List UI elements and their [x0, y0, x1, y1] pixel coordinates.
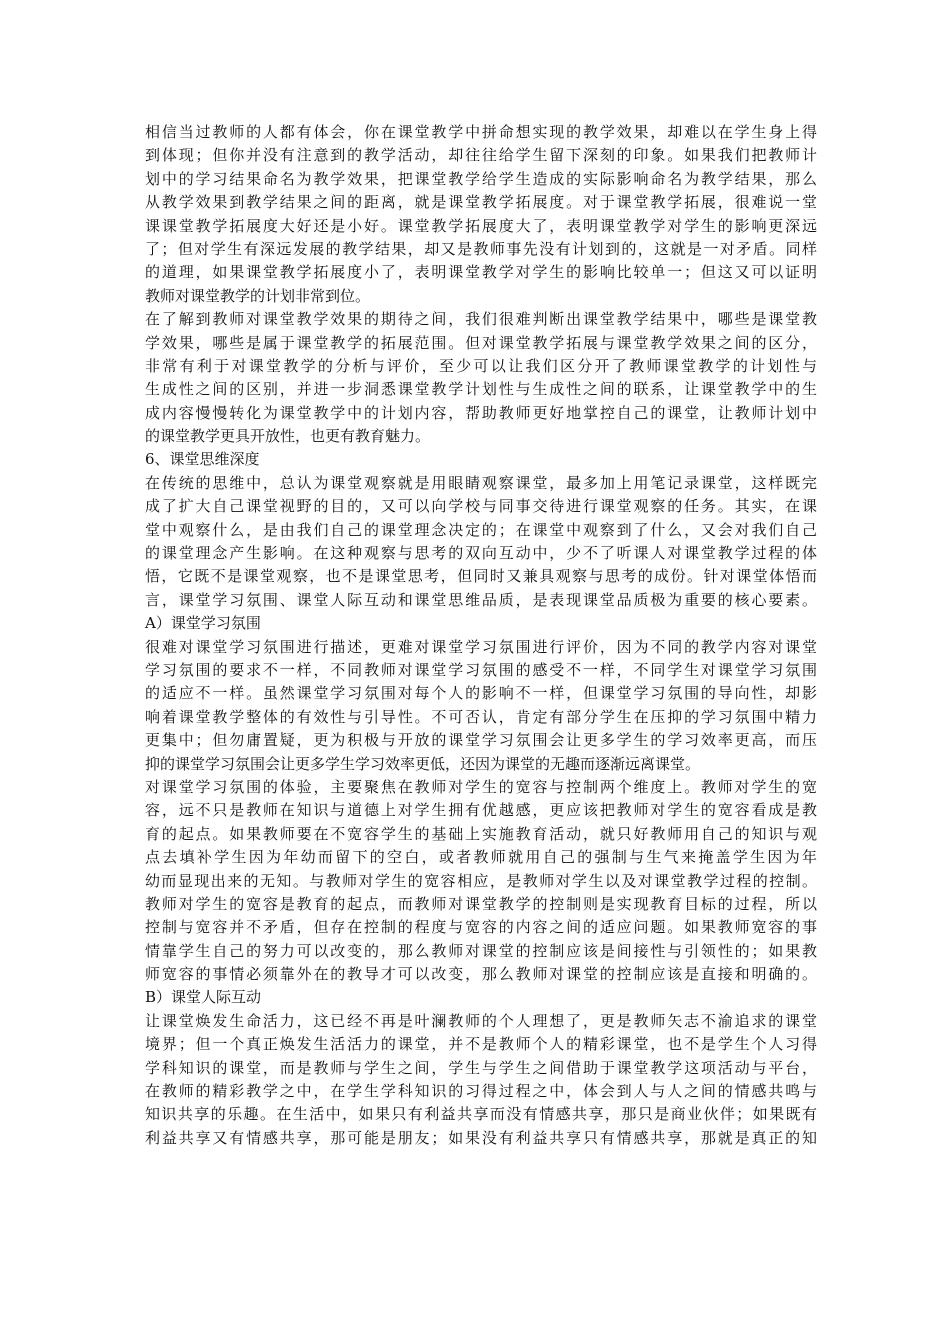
text-line: 相信当过教师的人都有体会，你在课堂教学中拼命想实现的教学效果，却难以在学生身上得: [145, 123, 817, 141]
text-line: 言，课堂学习氛围、课堂人际互动和课堂思维品质，是表现课堂品质极为重要的核心要素。: [145, 590, 817, 609]
text-line: A）课堂学习氛围: [145, 614, 261, 633]
text-line: 了；但对学生有深远发展的教学结果，却又是教师事先没有计划到的，这就是一对矛盾。同样: [145, 239, 817, 258]
text-line: 课课堂教学拓展度大好还是小好。课堂教学拓展度大了，表明课堂教学对学生的影响更深远: [145, 216, 817, 235]
text-line: 学效果，哪些是属于课堂教学的拓展范围。但对课堂教学拓展与课堂教学效果之间的区分，: [145, 333, 817, 352]
text-line: 教师对课堂教学的计划非常到位。: [145, 286, 371, 305]
text-line: 学科知识的课堂，而是教师与学生之间，学生与学生之间借助于课堂教学这项活动与平台，: [145, 1058, 817, 1077]
text-line: 在传统的思维中，总认为课堂观察就是用眼睛观察课堂，最多加上用笔记录课堂，这样既完: [145, 473, 817, 492]
text-line: 学习氛围的要求不一样，不同教师对课堂学习氛围的感受不一样，不同学生对课堂学习氛围: [145, 660, 817, 679]
text-line: 响着课堂教学整体的有效性与引导性。不可否认，肯定有部分学生在压抑的学习氛围中精力: [145, 707, 817, 726]
text-line: 幼而显现出来的无知。与教师对学生的宽容相应，是教师对学生以及对课堂教学过程的控制。: [145, 871, 817, 890]
text-line: 非常有利于对课堂教学的分析与评价，至少可以让我们区分开了教师课堂教学的计划性与: [145, 356, 817, 375]
text-line: 在了解到教师对课堂教学效果的期待之间，我们很难判断出课堂教学结果中，哪些是课堂教: [145, 310, 817, 329]
text-line: 悟，它既不是课堂观察，也不是课堂思考，但同时又兼具观察与思考的成份。针对课堂体悟而: [145, 567, 817, 586]
text-line: 6、课堂思维深度: [145, 450, 260, 469]
text-line: 成了扩大自己课堂视野的目的，又可以向学校与同事交待进行课堂观察的任务。其实，在课: [145, 497, 817, 516]
text-line: 教师对学生的宽容是教育的起点，而教师对课堂教学的控制则是实现教育目标的过程，所以: [145, 894, 817, 913]
text-line: B）课堂人际互动: [145, 988, 262, 1007]
text-line: 控制与宽容并不矛盾，但存在控制的程度与宽容的内容之间的适应问题。如果教师宽容的事: [145, 918, 817, 937]
text-line: 成内容慢慢转化为课堂教学中的计划内容，帮助教师更好地掌控自己的课堂，让教师计划中: [145, 403, 817, 422]
text-line: 情靠学生自己的努力可以改变的，那么教师对课堂的控制应该是间接性与引领性的；如果教: [145, 941, 817, 960]
text-line: 的课堂教学更具开放性，也更有教育魅力。: [145, 427, 431, 446]
text-line: 从教学效果到教学结果之间的距离，就是课堂教学拓展度。对于课堂教学拓展，很难说一堂: [145, 193, 817, 212]
text-line: 的适应不一样。虽然课堂学习氛围对每个人的影响不一样，但课堂学习氛围的导向性，却影: [145, 684, 817, 703]
text-line: 更集中；但勿庸置疑，更为积极与开放的课堂学习氛围会让更多学生的学习效率更高，而压: [145, 731, 817, 750]
text-line: 划中的学习结果命名为教学效果，把课堂教学给学生造成的实际影响命名为教学结果，那么: [145, 169, 817, 188]
text-line: 容，远不只是教师在知识与道德上对学生拥有优越感，更应该把教师对学生的宽容看成是教: [145, 801, 817, 820]
text-line: 很难对课堂学习氛围进行描述，更难对课堂学习氛围进行评价，因为不同的教学内容对课堂: [145, 637, 817, 656]
text-line: 师宽容的事情必须靠外在的教导才可以改变，那么教师对课堂的控制应该是直接和明确的。: [145, 965, 817, 984]
document-body: [145, 121, 817, 1150]
text-line: 育的起点。如果教师要在不宽容学生的基础上实施教育活动，就只好教师用自己的知识与观: [145, 824, 817, 843]
text-line: 堂中观察什么，是由我们自己的课堂理念决定的；在课堂中观察到了什么，又会对我们自己: [145, 520, 817, 539]
text-line: 境界；但一个真正焕发生活活力的课堂，并不是教师个人的精彩课堂，也不是学生个人习得: [145, 1035, 817, 1054]
text-line: 对课堂学习氛围的体验，主要聚焦在教师对学生的宽容与控制两个维度上。教师对学生的宽: [145, 777, 817, 796]
text-line: 在教师的精彩教学之中，在学生学科知识的习得过程之中，体会到人与人之间的情感共鸣与: [145, 1082, 817, 1101]
text-line: 点去填补学生因为年幼而留下的空白，或者教师就用自己的强制与生气来掩盖学生因为年: [145, 848, 817, 867]
text-line: 生成性之间的区别，并进一步洞悉课堂教学计划性与生成性之间的联系，让课堂教学中的生: [145, 380, 817, 399]
text-line: 让课堂焕发生命活力，这已经不再是叶澜教师的个人理想了，更是教师矢志不渝追求的课堂: [145, 1011, 817, 1030]
text-line: 的道理，如果课堂教学拓展度小了，表明课堂教学对学生的影响比较单一；但这又可以证明: [145, 263, 817, 282]
text-line: 利益共享又有情感共享，那可能是朋友；如果没有利益共享只有情感共享，那就是真正的知: [145, 1128, 817, 1147]
text-line: 抑的课堂学习氛围会让更多学生学习效率更低，还因为课堂的无趣而逐渐远离课堂。: [145, 754, 701, 773]
text-line: 知识共享的乐趣。在生活中，如果只有利益共享而没有情感共享，那只是商业伙伴；如果既有: [145, 1105, 817, 1124]
text-line: 的课堂理念产生影响。在这种观察与思考的双向互动中，少不了听课人对课堂教学过程的体: [145, 544, 817, 563]
text-line: 到体现；但你并没有注意到的教学活动，却往往给学生留下深刻的印象。如果我们把教师计: [145, 146, 817, 165]
